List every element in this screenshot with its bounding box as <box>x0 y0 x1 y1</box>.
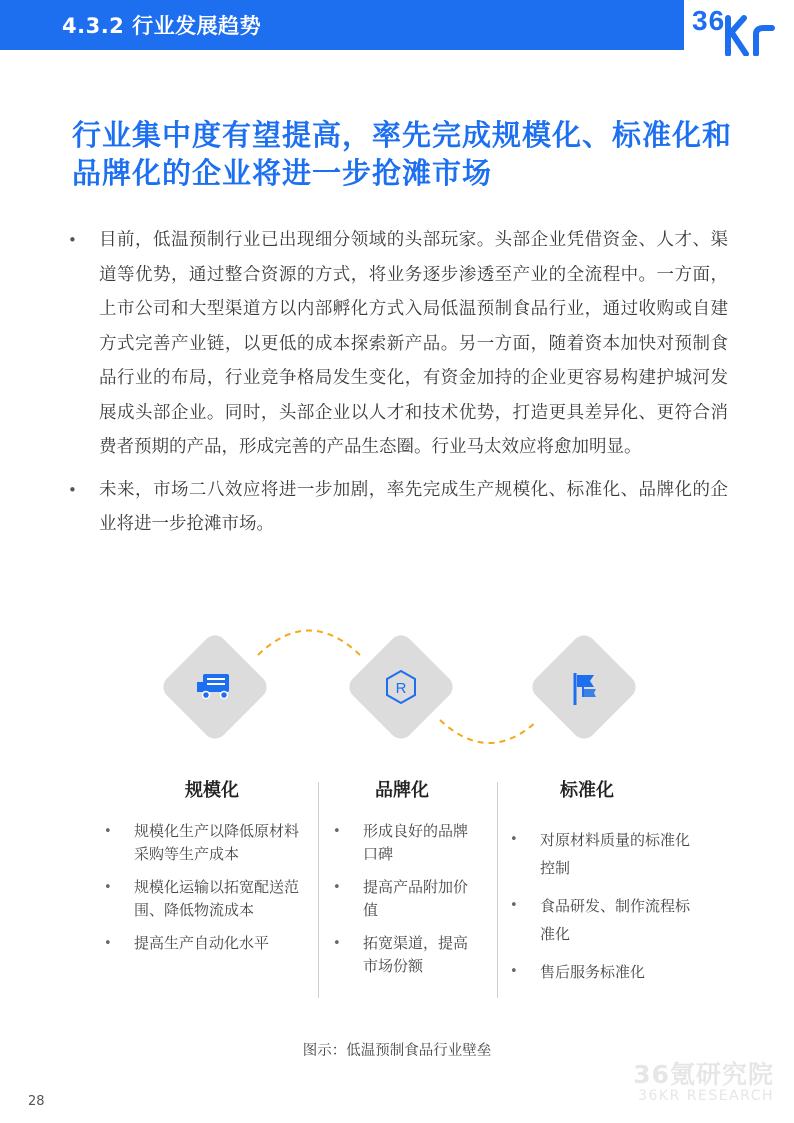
list-item: • 售后服务标准化 <box>510 958 700 986</box>
figure-caption: 图示：低温预制食品行业壁垒 <box>302 1043 492 1059</box>
header-bar <box>0 0 730 50</box>
list-item: • 对原材料质量的标准化控制 <box>510 826 700 882</box>
connector-arc-bottom <box>440 720 536 743</box>
36kr-logo <box>684 0 794 56</box>
section-title: 4.3.2 行业发展趋势 <box>62 14 262 38</box>
column-list-brand <box>333 820 476 988</box>
list-item: • 规模化生产以降低原材料采购等生产成本 <box>104 820 304 866</box>
list-item: • 提高产品附加价值 <box>333 876 476 922</box>
list-item: • 提高生产自动化水平 <box>104 932 304 955</box>
list-item: • 规模化运输以拓宽配送范围、降低物流成本 <box>104 876 304 922</box>
svg-text:R: R <box>395 680 407 697</box>
bullet-list <box>68 223 728 543</box>
watermark-en: 36KR RESEARCH <box>638 1088 774 1104</box>
bullet-paragraph: • 目前，低温预制行业已出现细分领域的头部玩家。头部企业凭借资金、人才、渠道等优势，通过整合资源的方式，将业务逐步渗透至产业的全流程中。一方面，上市公司和大型渠道方以内部孵化方式入局低温预制食品行业，通过收购或自建方式完善产业链，以更低的成本探索新产品。另一方面，随着资本加快对预制食品行业的布局，行业竞争格局发生变化，有资金加持的企业更容易构建护城河发展成头部企业。同时，头部企业以人才和技术优势，打造更具差异化、更符合消费者预期的产品，形成完善的产品生态圈。行业马太效应将愈加明显。 <box>68 223 728 465</box>
column-title-brand: 品牌化 <box>375 780 429 801</box>
bullet-paragraph: • 未来，市场二八效应将进一步加剧，率先完成生产规模化、标准化、品牌化的企业将进一步抢滩市场。 <box>68 473 728 542</box>
watermark-cn: 36氪研究院 <box>633 1060 774 1089</box>
column-list-scale <box>104 820 304 965</box>
list-item: • 食品研发、制作流程标准化 <box>510 892 700 948</box>
list-item: • 形成良好的品牌口碑 <box>333 820 476 866</box>
list-item: • 拓宽渠道，提高市场份额 <box>333 932 476 978</box>
column-title-standard: 标准化 <box>560 780 614 801</box>
barrier-diagram <box>0 600 794 770</box>
page-number: 28 <box>28 1094 45 1109</box>
column-divider <box>497 782 498 998</box>
column-divider <box>318 782 319 998</box>
column-list-standard <box>510 826 700 996</box>
svg-text:36: 36 <box>692 5 726 36</box>
connector-arc-top <box>258 630 362 657</box>
page-heading: 行业集中度有望提高，率先完成规模化、标准化和品牌化的企业将进一步抢滩市场 <box>72 118 733 190</box>
column-title-scale: 规模化 <box>185 780 239 801</box>
